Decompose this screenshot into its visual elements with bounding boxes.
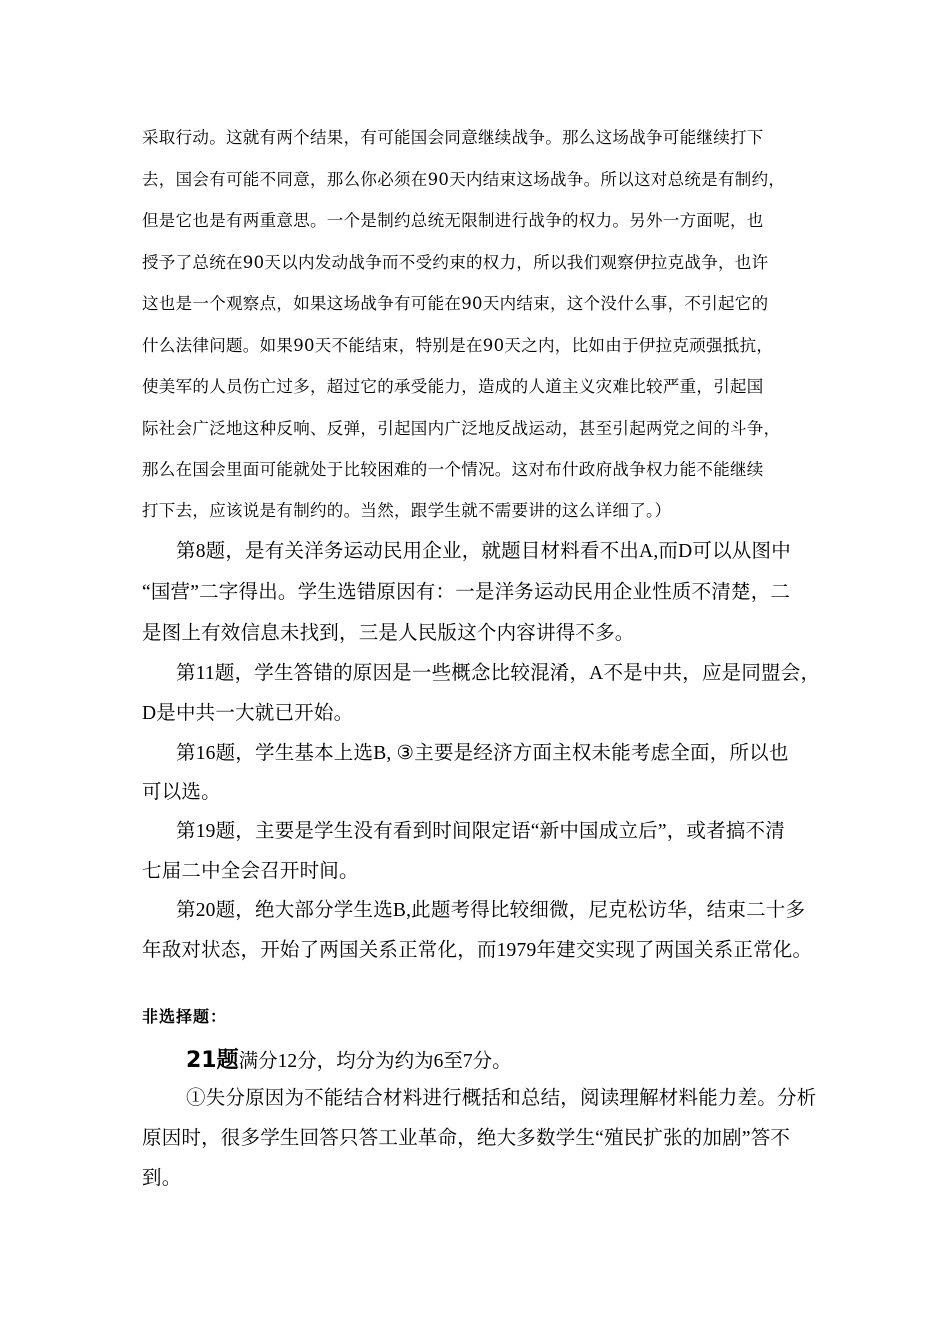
q20-line: 第20题，绝大部分学生选B,此题考得比较细微，尼克松访华，结束二十多 bbox=[176, 900, 806, 921]
q19-line: 七届二中全会召开时间。 bbox=[142, 861, 359, 882]
q21-point-line: 原因时，很多学生回答只答工业革命，绝大多数学生“殖民扩张的加剧”答不 bbox=[142, 1128, 791, 1149]
q8-line: “国营”二字得出。学生选错原因有：一是洋务运动民用企业性质不清楚，二 bbox=[142, 582, 791, 603]
text-line: 打下去，应该说是有制约的。当然，跟学生就不需要讲的这么详细了。） bbox=[142, 501, 672, 520]
q21-summary: 满分12分，均分为约为6至7分。 bbox=[238, 1051, 512, 1072]
text-line: 采取行动。这就有两个结果，有可能国会同意继续战争。那么这场战争可能继续打下 bbox=[142, 128, 764, 147]
text-line: 际社会广泛地这种反响、反弹，引起国内广泛地反战运动，甚至引起两党之间的斗争， bbox=[142, 419, 781, 438]
text-line: 使美军的人员伤亡过多，超过它的承受能力，造成的人道主义灾难比较严重，引起国 bbox=[142, 377, 764, 396]
text-line: 什么法律问题。如果90天不能结束，特别是在90天之内，比如由于伊拉克顽强抵抗， bbox=[142, 336, 774, 355]
q16-line: 第16题，学生基本上选B, ③主要是经济方面主权未能考虑全面，所以也 bbox=[176, 743, 789, 764]
text-line: 去，国会有可能不同意，那么你必须在90天内结束这场战争。所以这对总统是有制约， bbox=[142, 170, 786, 189]
text-line: 但是它也是有两重意思。一个是制约总统无限制进行战争的权力。另外一方面呢，也 bbox=[142, 211, 764, 230]
q21-number: 21题 bbox=[186, 1048, 239, 1073]
section-heading: 非选择题： bbox=[142, 1007, 228, 1026]
q16-line: 可以选。 bbox=[142, 782, 221, 803]
text-line: 那么在国会里面可能就处于比较困难的一个情况。这对布什政府战争权力能不能继续 bbox=[142, 460, 764, 479]
q11-line: 第11题，学生答错的原因是一些概念比较混淆，A不是中共，应是同盟会， bbox=[176, 663, 821, 684]
q8-line: 是图上有效信息未找到，三是人民版这个内容讲得不多。 bbox=[142, 623, 635, 644]
text-line: 这也是一个观察点，如果这场战争有可能在90天内结束，这个没什么事，不引起它的 bbox=[142, 294, 769, 313]
q21-point-line: ①失分原因为不能结合材料进行概括和总结，阅读理解材料能力差。分析 bbox=[186, 1088, 817, 1109]
q20-line: 年敌对状态，开始了两国关系正常化，而1979年建交实现了两国关系正常化。 bbox=[142, 940, 813, 961]
q11-line: D是中共一大就已开始。 bbox=[142, 703, 354, 724]
q19-line: 第19题，主要是学生没有看到时间限定语“新中国成立后”，或者搞不清 bbox=[176, 821, 785, 842]
q21-point-line: 到。 bbox=[142, 1168, 182, 1189]
q8-line: 第8题，是有关洋务运动民用企业，就题目材料看不出A,而D可以从图中 bbox=[176, 541, 791, 562]
text-line: 授予了总统在90天以内发动战争而不受约束的权力，所以我们观察伊拉克战争，也许 bbox=[142, 253, 769, 272]
q21-heading bbox=[186, 1043, 512, 1074]
